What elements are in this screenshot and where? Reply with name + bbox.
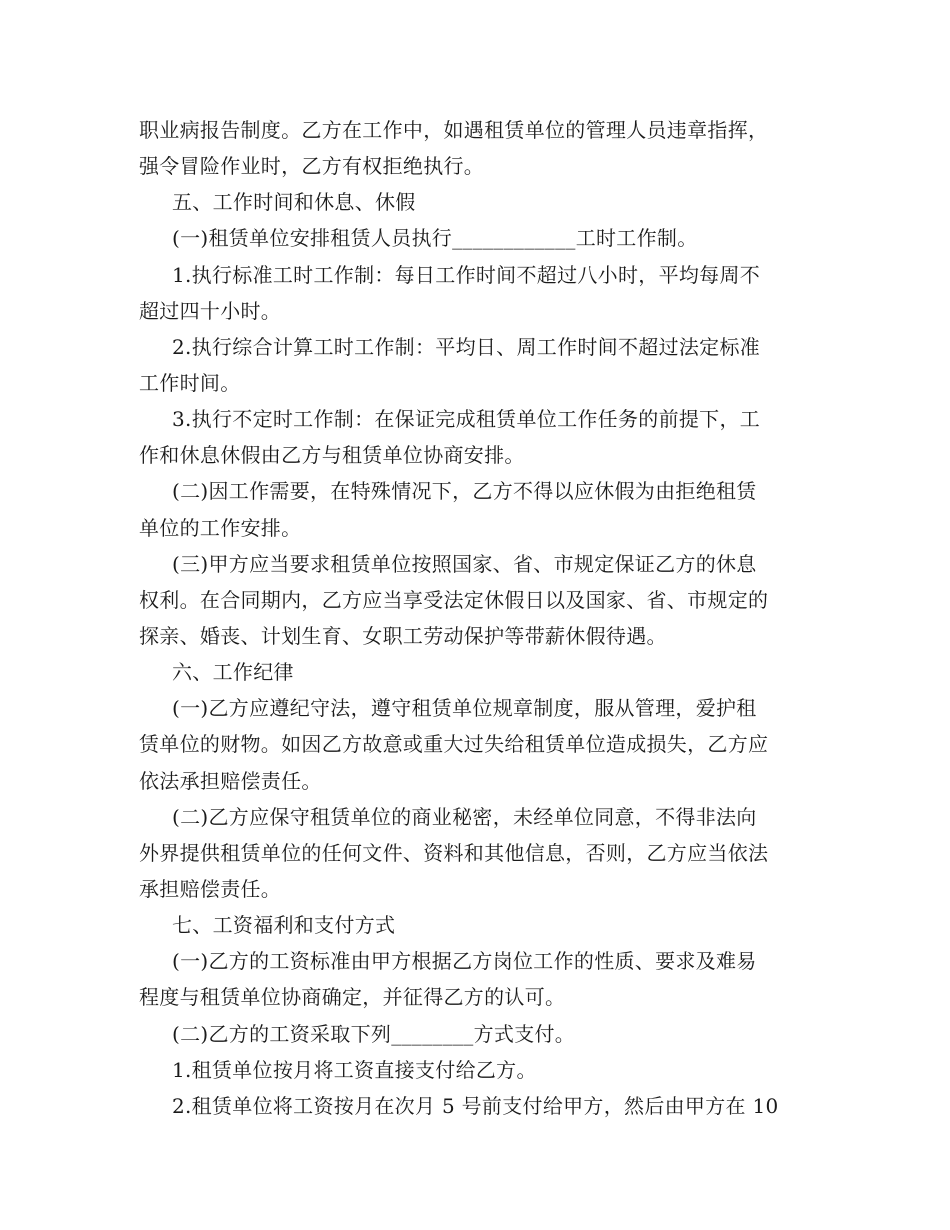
text-line: (一)乙方应遵纪守法，遵守租赁单位规章制度，服从管理，爱护租 [172, 696, 757, 721]
text-line: (二)因工作需要，在特殊情况下，乙方不得以应休假为由拒绝租赁 [172, 479, 757, 504]
text-line: 探亲、婚丧、计划生育、女职工劳动保护等带薪休假待遇。 [139, 623, 667, 648]
text-line: (一)租赁单位安排租赁人员执行____________工时工作制。 [172, 226, 698, 251]
text-line: 单位的工作安排。 [139, 515, 302, 540]
text-line: (一)乙方的工资标准由甲方根据乙方岗位工作的性质、要求及难易 [172, 949, 757, 974]
text-line: 作和休息休假由乙方与租赁单位协商安排。 [139, 443, 525, 468]
section-heading: 五、工作时间和休息、休假 [172, 190, 416, 215]
text-line: 权利。在合同期内，乙方应当享受法定休假日以及国家、省、市规定的 [139, 587, 769, 612]
text-line: 依法承担赔偿责任。 [139, 768, 322, 793]
text-line: 职业病报告制度。乙方在工作中，如遇租赁单位的管理人员违章指挥， [139, 118, 769, 142]
text-line: (三)甲方应当要求租赁单位按照国家、省、市规定保证乙方的休息 [172, 551, 757, 576]
text-line: 2.执行综合计算工时工作制：平均日、周工作时间不超过法定标准 [172, 334, 761, 359]
text-line: 超过四十小时。 [139, 298, 282, 323]
document-body [139, 112, 819, 1124]
text-line: (二)乙方应保守租赁单位的商业秘密，未经单位同意，不得非法向 [172, 804, 757, 829]
text-line: 工作时间。 [139, 370, 241, 395]
text-line: 1.执行标准工时工作制：每日工作时间不超过八小时，平均每周不 [172, 262, 761, 287]
text-line: 外界提供租赁单位的任何文件、资料和其他信息，否则，乙方应当依法 [139, 840, 769, 865]
text-line: 赁单位的财物。如因乙方故意或重大过失给租赁单位造成损失，乙方应 [139, 732, 769, 757]
text-line: (二)乙方的工资采取下列________方式支付。 [172, 1021, 576, 1046]
text-line: 强令冒险作业时，乙方有权拒绝执行。 [139, 154, 485, 179]
text-line: 2.租赁单位将工资按月在次月 5 号前支付给甲方，然后由甲方在 10 [172, 1093, 779, 1118]
text-line: 程度与租赁单位协商确定，并征得乙方的认可。 [139, 985, 566, 1010]
section-heading: 六、工作纪律 [172, 660, 294, 685]
text-line: 1.租赁单位按月将工资直接支付给乙方。 [172, 1057, 537, 1082]
text-line: 承担赔偿责任。 [139, 876, 282, 901]
section-heading: 七、工资福利和支付方式 [172, 913, 396, 938]
text-line: 3.执行不定时工作制：在保证完成租赁单位工作任务的前提下，工 [172, 407, 761, 432]
